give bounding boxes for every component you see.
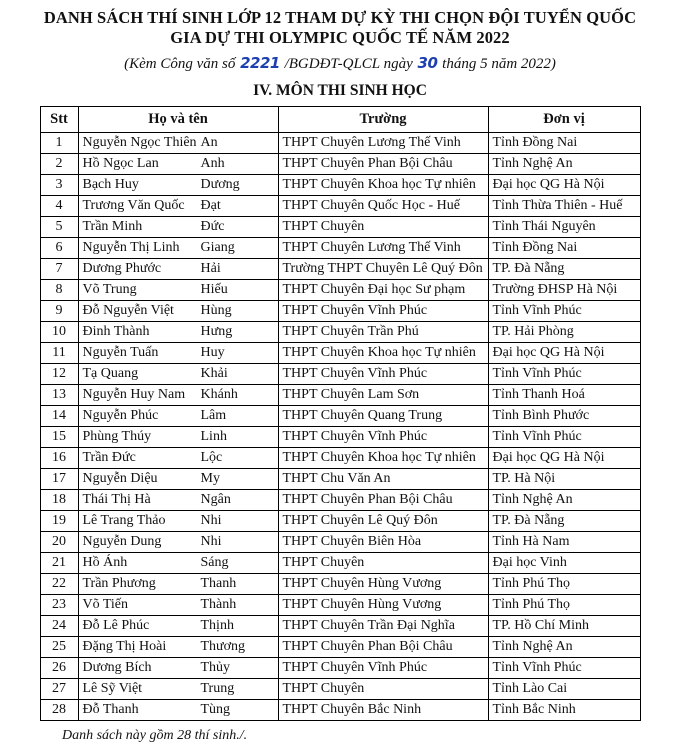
cell-school: THPT Chuyên Vĩnh Phúc [278, 363, 488, 384]
cell-name [78, 678, 278, 699]
table-row [40, 636, 640, 657]
cell-stt: 26 [40, 657, 78, 678]
column-header-name: Họ và tên [78, 106, 278, 132]
table-row [40, 279, 640, 300]
cell-school: THPT Chuyên Hùng Vương [278, 594, 488, 615]
cell-family-name: Lê Trang Thảo [82, 512, 166, 528]
table-row [40, 216, 640, 237]
cell-given-name: Hùng [200, 302, 232, 318]
cell-school: THPT Chuyên Phan Bội Châu [278, 489, 488, 510]
cell-stt: 10 [40, 321, 78, 342]
cell-given-name: Lộc [200, 449, 223, 465]
cell-family-name: Trần Đức [82, 449, 136, 465]
title-line-2: GIA DỰ THI OLYMPIC QUỐC TẾ NĂM 2022 [170, 28, 510, 48]
cell-family-name: Tạ Quang [82, 365, 139, 381]
cell-unit: Tỉnh Nghệ An [488, 489, 640, 510]
cell-school: THPT Chuyên Lê Quý Đôn [278, 510, 488, 531]
cell-family-name: Võ Trung [82, 281, 137, 297]
cell-unit: Tỉnh Thái Nguyên [488, 216, 640, 237]
cell-family-name: Dương Bích [82, 659, 152, 675]
cell-given-name: Đức [200, 218, 225, 234]
cell-name [78, 489, 278, 510]
cell-stt: 28 [40, 699, 78, 720]
subtitle-middle: /BGDĐT-QLCL ngày [284, 56, 413, 73]
cell-given-name: Hải [200, 260, 221, 276]
cell-family-name: Nguyễn Phúc [82, 407, 159, 423]
table-row [40, 510, 640, 531]
cell-family-name: Hồ Ánh [82, 554, 128, 570]
cell-unit: Tỉnh Thanh Hoá [488, 384, 640, 405]
cell-name [78, 153, 278, 174]
cell-unit: Tỉnh Nghệ An [488, 636, 640, 657]
table-row [40, 237, 640, 258]
cell-given-name: Đạt [200, 197, 221, 213]
cell-name [78, 174, 278, 195]
cell-given-name: Anh [200, 155, 225, 171]
cell-unit: Tỉnh Đồng Nai [488, 237, 640, 258]
table-row [40, 132, 640, 153]
table-header-row [40, 106, 640, 132]
cell-school: THPT Chuyên Vĩnh Phúc [278, 426, 488, 447]
cell-school: THPT Chuyên Lương Thế Vinh [278, 132, 488, 153]
cell-stt: 22 [40, 573, 78, 594]
cell-unit: Đại học Vinh [488, 552, 640, 573]
cell-stt: 17 [40, 468, 78, 489]
table-row [40, 384, 640, 405]
cell-family-name: Võ Tiến [82, 596, 129, 612]
cell-given-name: Hiếu [200, 281, 228, 297]
cell-name [78, 363, 278, 384]
cell-unit: Tỉnh Vĩnh Phúc [488, 657, 640, 678]
cell-name [78, 216, 278, 237]
cell-school: THPT Chuyên [278, 678, 488, 699]
cell-given-name: Trung [200, 680, 235, 696]
cell-family-name: Hồ Ngọc Lan [82, 155, 159, 171]
cell-given-name: Thành [200, 596, 237, 612]
table-row [40, 363, 640, 384]
section-title: IV. MÔN THI SINH HỌC [253, 81, 427, 99]
cell-school: THPT Chuyên [278, 216, 488, 237]
cell-name [78, 531, 278, 552]
cell-school: THPT Chuyên Quang Trung [278, 405, 488, 426]
cell-given-name: Ngân [200, 491, 231, 507]
cell-given-name: Nhi [200, 512, 222, 528]
cell-family-name: Nguyễn Thị Linh [82, 239, 180, 255]
cell-given-name: An [200, 134, 218, 150]
cell-given-name: Tùng [200, 701, 231, 717]
cell-name [78, 699, 278, 720]
document-subtitle [20, 54, 660, 75]
table-row [40, 531, 640, 552]
cell-name [78, 615, 278, 636]
cell-family-name: Phùng Thúy [82, 428, 152, 444]
cell-school: THPT Chuyên Vĩnh Phúc [278, 300, 488, 321]
table-row [40, 552, 640, 573]
cell-school: THPT Chuyên Trần Phú [278, 321, 488, 342]
cell-name [78, 636, 278, 657]
table-row [40, 300, 640, 321]
table-row [40, 342, 640, 363]
cell-unit: Đại học QG Hà Nội [488, 447, 640, 468]
cell-given-name: Khánh [200, 386, 238, 402]
cell-school: THPT Chuyên Lam Sơn [278, 384, 488, 405]
cell-stt: 13 [40, 384, 78, 405]
cell-stt: 15 [40, 426, 78, 447]
cell-name [78, 258, 278, 279]
cell-family-name: Đinh Thành [82, 323, 150, 339]
cell-school: THPT Chuyên Phan Bội Châu [278, 636, 488, 657]
cell-unit: Đại học QG Hà Nội [488, 342, 640, 363]
cell-given-name: Dương [200, 176, 240, 192]
cell-stt: 18 [40, 489, 78, 510]
cell-family-name: Trương Văn Quốc [82, 197, 185, 213]
table-row [40, 468, 640, 489]
cell-given-name: Lâm [200, 407, 227, 423]
cell-stt: 19 [40, 510, 78, 531]
cell-given-name: Thủy [200, 659, 231, 675]
cell-family-name: Nguyễn Dung [82, 533, 162, 549]
cell-family-name: Trần Minh [82, 218, 143, 234]
cell-given-name: Sáng [200, 554, 229, 570]
cell-school: THPT Chuyên Khoa học Tự nhiên [278, 447, 488, 468]
cell-stt: 20 [40, 531, 78, 552]
cell-family-name: Thái Thị Hà [82, 491, 151, 507]
cell-name [78, 447, 278, 468]
cell-school: THPT Chuyên Khoa học Tự nhiên [278, 342, 488, 363]
footer-note: Danh sách này gồm 28 thí sinh./. [62, 727, 248, 743]
cell-school: THPT Chuyên Bắc Ninh [278, 699, 488, 720]
cell-stt: 4 [40, 195, 78, 216]
cell-stt: 21 [40, 552, 78, 573]
table-row [40, 489, 640, 510]
cell-family-name: Nguyễn Diệu [82, 470, 158, 486]
cell-school: THPT Chuyên Lương Thế Vinh [278, 237, 488, 258]
cell-unit: Tỉnh Đồng Nai [488, 132, 640, 153]
cell-stt: 2 [40, 153, 78, 174]
column-header-school: Trường [278, 106, 488, 132]
cell-unit: TP. Đà Nẵng [488, 510, 640, 531]
title-line-1: DANH SÁCH THÍ SINH LỚP 12 THAM DỰ KỲ THI CHỌN ĐỘI TUYỂN QUỐC [43, 8, 637, 27]
cell-unit: TP. Đà Nẵng [488, 258, 640, 279]
handwritten-day: 30 [417, 54, 438, 73]
cell-school: THPT Chuyên Hùng Vương [278, 573, 488, 594]
table-row [40, 657, 640, 678]
cell-stt: 27 [40, 678, 78, 699]
cell-stt: 11 [40, 342, 78, 363]
cell-school: Trường THPT Chuyên Lê Quý Đôn [278, 258, 488, 279]
cell-name [78, 342, 278, 363]
cell-name [78, 132, 278, 153]
cell-school: THPT Chuyên Phan Bội Châu [278, 153, 488, 174]
cell-stt: 3 [40, 174, 78, 195]
cell-given-name: Khải [200, 365, 228, 381]
cell-given-name: My [200, 470, 220, 486]
cell-given-name: Thịnh [200, 617, 234, 633]
cell-stt: 24 [40, 615, 78, 636]
table-row [40, 405, 640, 426]
cell-name [78, 195, 278, 216]
cell-school: THPT Chuyên Đại học Sư phạm [278, 279, 488, 300]
cell-stt: 14 [40, 405, 78, 426]
cell-unit: Tỉnh Nghệ An [488, 153, 640, 174]
cell-stt: 12 [40, 363, 78, 384]
cell-unit: TP. Hải Phòng [488, 321, 640, 342]
cell-family-name: Đỗ Nguyễn Việt [82, 302, 174, 318]
table-row [40, 615, 640, 636]
cell-name [78, 300, 278, 321]
cell-unit: Tỉnh Lào Cai [488, 678, 640, 699]
handwritten-document-number: 2221 [240, 54, 280, 73]
cell-stt: 7 [40, 258, 78, 279]
cell-family-name: Đỗ Lê Phúc [82, 617, 150, 633]
cell-school: THPT Chuyên Khoa học Tự nhiên [278, 174, 488, 195]
cell-given-name: Hưng [200, 323, 233, 339]
table-row [40, 699, 640, 720]
cell-given-name: Giang [200, 239, 235, 255]
table-row [40, 174, 640, 195]
cell-given-name: Huy [200, 344, 225, 360]
table-row [40, 678, 640, 699]
cell-unit: TP. Hà Nội [488, 468, 640, 489]
cell-school: THPT Chu Văn An [278, 468, 488, 489]
subtitle-suffix: tháng 5 năm 2022) [442, 56, 556, 73]
cell-unit: Tỉnh Vĩnh Phúc [488, 426, 640, 447]
table-row [40, 195, 640, 216]
cell-name [78, 237, 278, 258]
cell-given-name: Thanh [200, 575, 237, 591]
cell-name [78, 573, 278, 594]
column-header-unit: Đơn vị [488, 106, 640, 132]
cell-given-name: Thương [200, 638, 246, 654]
cell-school: THPT Chuyên Trần Đại Nghĩa [278, 615, 488, 636]
cell-school: THPT Chuyên Quốc Học - Huế [278, 195, 488, 216]
table-row [40, 321, 640, 342]
cell-unit: Tỉnh Bình Phước [488, 405, 640, 426]
cell-unit: Tỉnh Bắc Ninh [488, 699, 640, 720]
cell-stt: 25 [40, 636, 78, 657]
cell-unit: Tỉnh Hà Nam [488, 531, 640, 552]
cell-school: THPT Chuyên Biên Hòa [278, 531, 488, 552]
cell-name [78, 468, 278, 489]
candidates-table [40, 106, 641, 721]
table-row [40, 447, 640, 468]
subtitle-prefix: (Kèm Công văn số [124, 56, 236, 73]
cell-name [78, 426, 278, 447]
cell-family-name: Đỗ Thanh [82, 701, 139, 717]
cell-family-name: Bạch Huy [82, 176, 139, 192]
cell-unit: Tỉnh Thừa Thiên - Huế [488, 195, 640, 216]
cell-name [78, 384, 278, 405]
cell-stt: 8 [40, 279, 78, 300]
cell-family-name: Nguyễn Huy Nam [82, 386, 186, 402]
cell-stt: 16 [40, 447, 78, 468]
cell-given-name: Linh [200, 428, 227, 444]
table-row [40, 426, 640, 447]
cell-stt: 5 [40, 216, 78, 237]
cell-stt: 23 [40, 594, 78, 615]
cell-family-name: Dương Phước [82, 260, 162, 276]
cell-unit: TP. Hồ Chí Minh [488, 615, 640, 636]
cell-family-name: Đặng Thị Hoài [82, 638, 167, 654]
table-row [40, 573, 640, 594]
cell-name [78, 552, 278, 573]
cell-family-name: Nguyễn Tuấn [82, 344, 159, 360]
cell-stt: 6 [40, 237, 78, 258]
table-row [40, 594, 640, 615]
table-row [40, 258, 640, 279]
cell-family-name: Trần Phương [82, 575, 156, 591]
cell-family-name: Nguyễn Ngọc Thiên [82, 134, 197, 150]
cell-unit: Trường ĐHSP Hà Nội [488, 279, 640, 300]
column-header-stt: Stt [40, 106, 78, 132]
cell-school: THPT Chuyên Vĩnh Phúc [278, 657, 488, 678]
table-row [40, 153, 640, 174]
cell-name [78, 321, 278, 342]
cell-unit: Tỉnh Phú Thọ [488, 594, 640, 615]
cell-stt: 9 [40, 300, 78, 321]
cell-name [78, 279, 278, 300]
cell-unit: Đại học QG Hà Nội [488, 174, 640, 195]
cell-given-name: Nhi [200, 533, 222, 549]
cell-family-name: Lê Sỹ Việt [82, 680, 143, 696]
cell-name [78, 657, 278, 678]
document-title [20, 8, 660, 48]
cell-name [78, 405, 278, 426]
cell-unit: Tỉnh Vĩnh Phúc [488, 300, 640, 321]
cell-unit: Tỉnh Vĩnh Phúc [488, 363, 640, 384]
cell-stt: 1 [40, 132, 78, 153]
cell-school: THPT Chuyên [278, 552, 488, 573]
cell-name [78, 594, 278, 615]
cell-name [78, 510, 278, 531]
cell-unit: Tỉnh Phú Thọ [488, 573, 640, 594]
